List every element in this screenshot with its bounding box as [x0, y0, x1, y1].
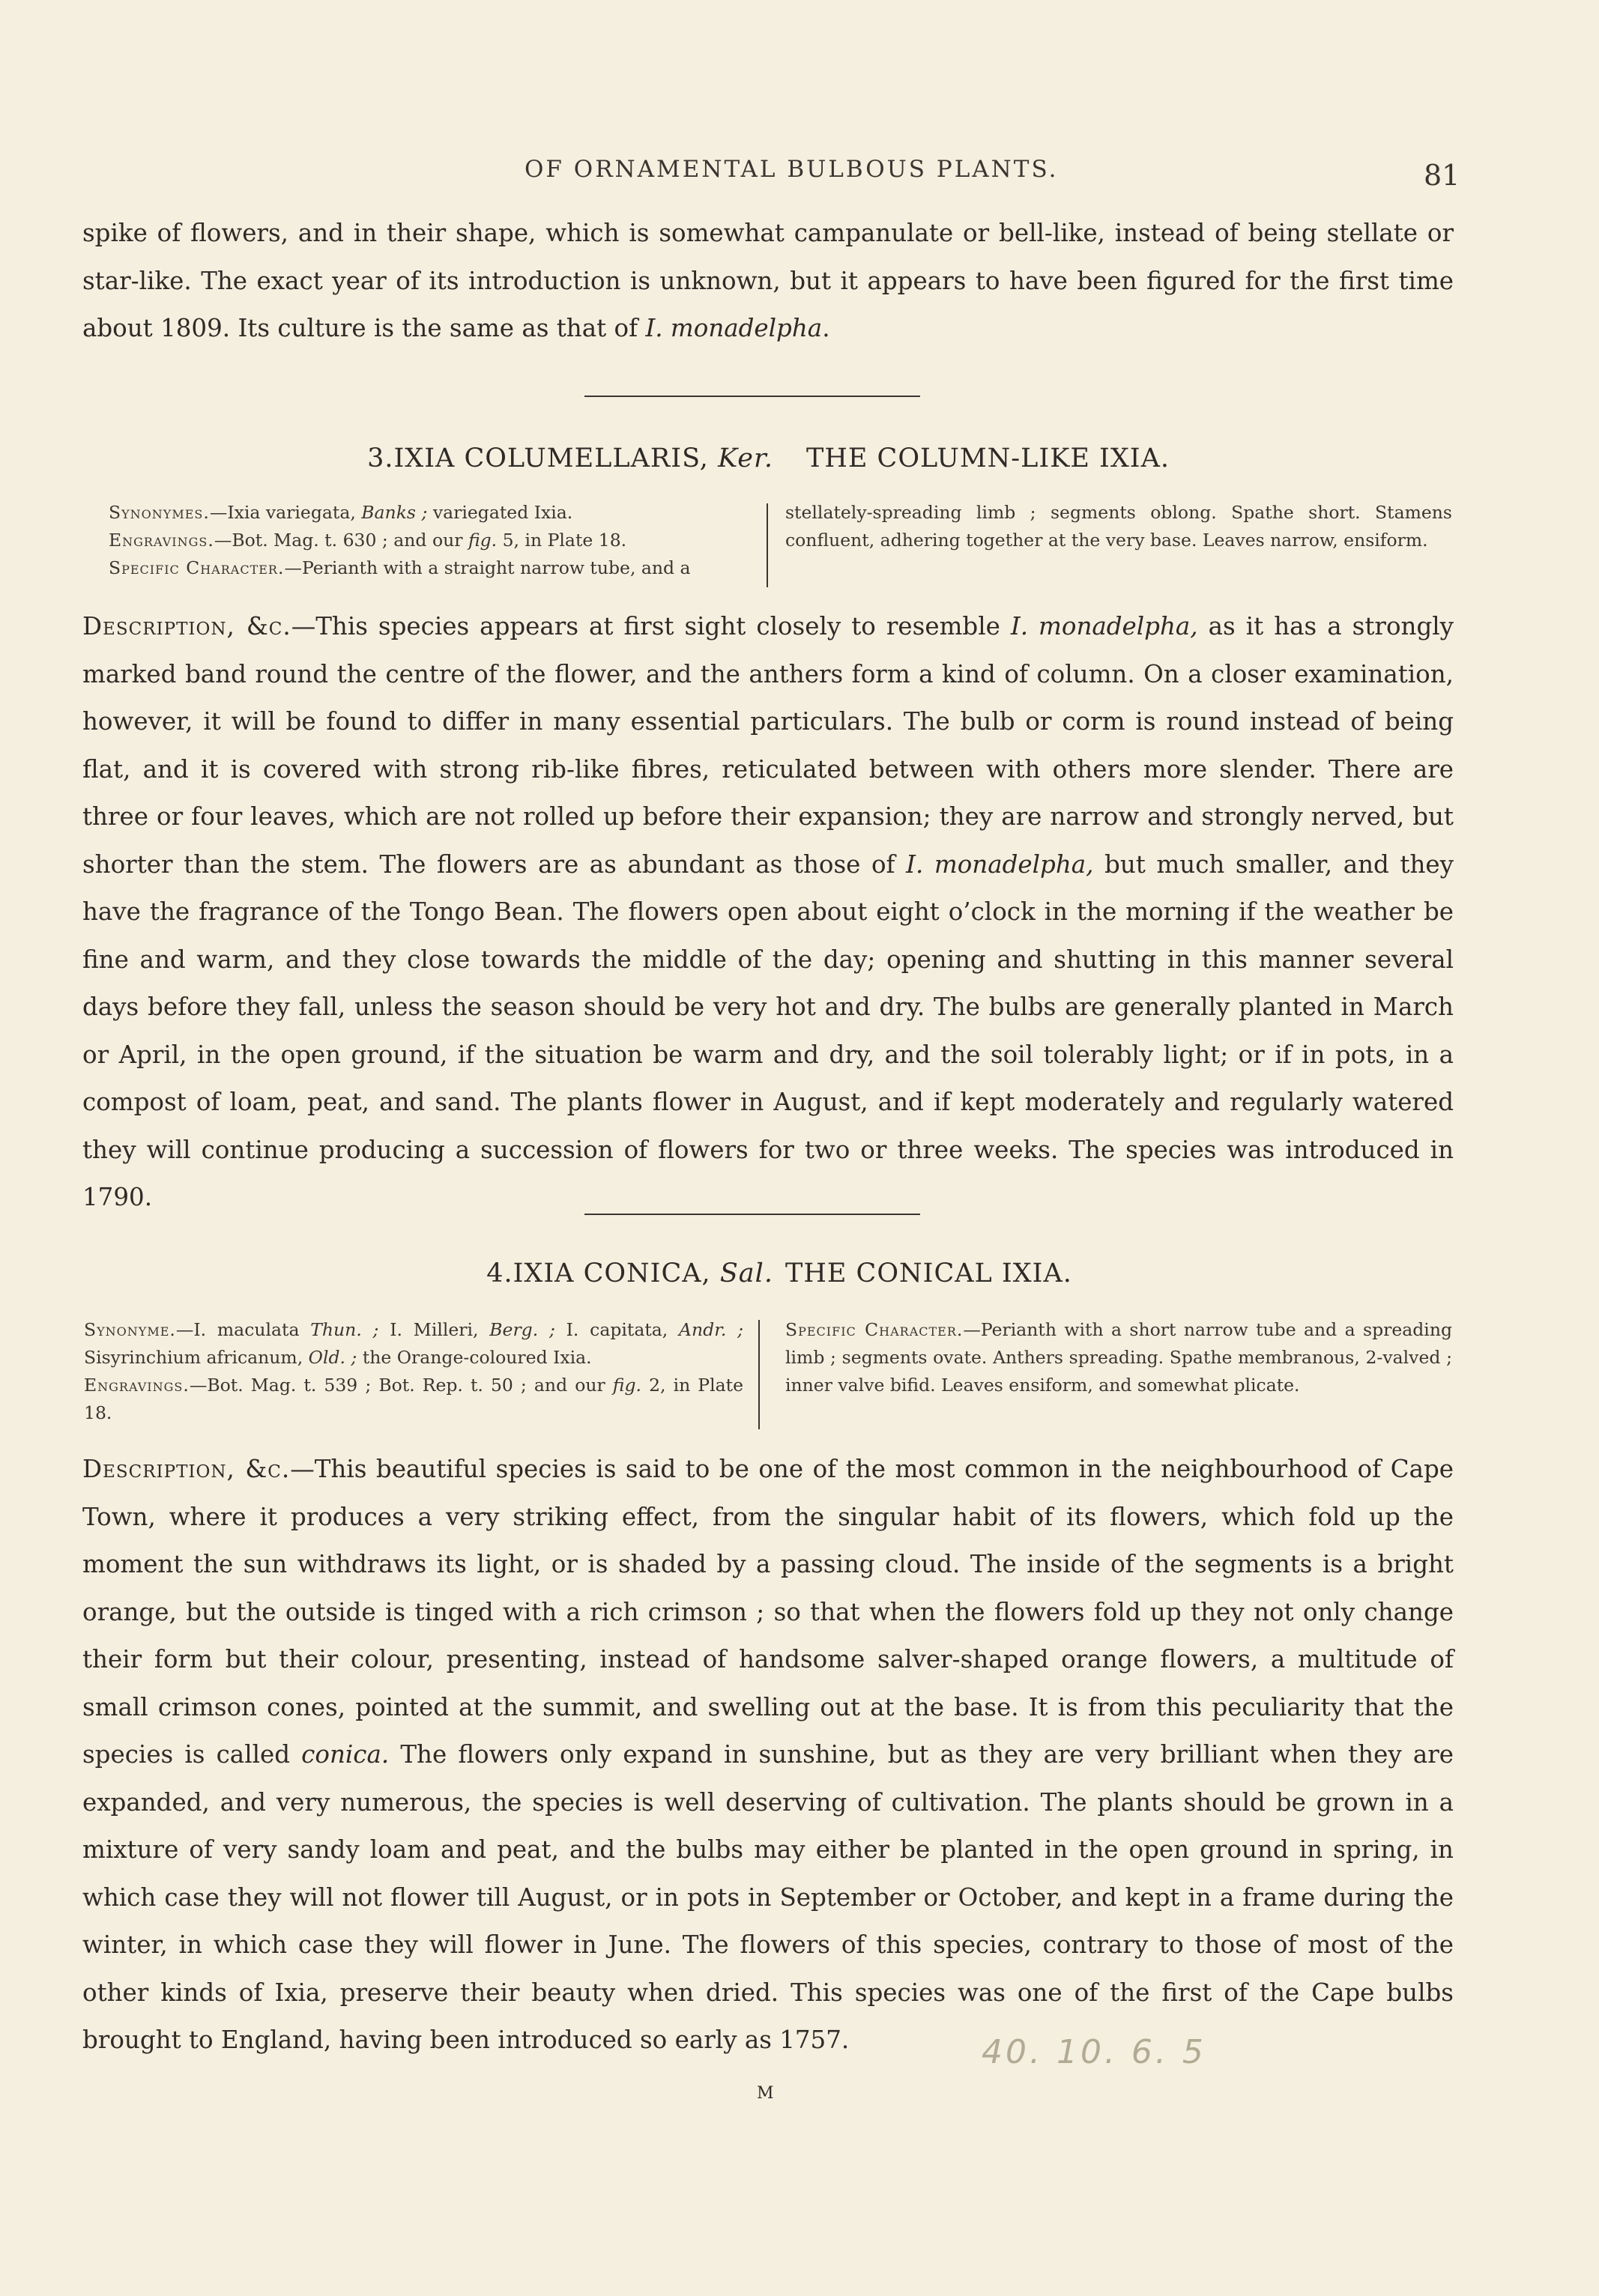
- section-4-notes-left: [84, 1316, 743, 1427]
- intro-paragraph: spike of flowers, and in their shape, which is somewhat campanulate or bell-like, instead of being stellate or star-like. The exact year of its introduction is unknown, but it appears to have been figured for the first time about 1809. Its culture is the same as that of I. monadelpha.: [82, 219, 1454, 342]
- column-divider: [758, 1320, 760, 1429]
- section-4-heading: [0, 1258, 1599, 1296]
- page-number: 81: [1424, 159, 1460, 192]
- column-divider: [767, 503, 768, 587]
- latin-name: 4.IXIA CONICA, Sal.: [486, 1258, 773, 1288]
- synonyms: Synonyme.—I. maculata Thun. ; I. Milleri, Berg. ; I. capitata, Andr. ; Sisyrinchium africanum, Old. ; the Orange-coloured Ixia.: [84, 1319, 744, 1368]
- section-3-notes-right: stellately-spreading limb ; segments oblong. Spathe short. Stamens confluent, adhering together at the very base. Leaves narrow, ensiform.: [785, 502, 1452, 551]
- section-4-description: Description, &c.—This beautiful species is said to be one of the most common in the neighbourhood of Cape Town, where it produces a very striking effect, from the singular habit of its flowers, which fold up the moment the sun withdraws its light, or is shaded by a passing cloud. The inside of the segments is a bright orange, but the outside is tinged with a rich crimson ; so that when the flowers fold up they not only change their form but their colour, presenting, instead of handsome salver-shaped orange flowers, a multitude of small crimson cones, pointed at the summit, and swelling out at the base. It is from this peculiarity that the species is called conica. The flowers only expand in sunshine, but as they are very brilliant when they are expanded, and very numerous, the species is well deserving of cultivation. The plants should be grown in a mixture of very sandy loam and peat, and the bulbs may either be planted in the open ground in spring, in which case they will not flower till August, or in pots in September or October, and kept in a frame during the winter, in which case they will flower in June. The flowers of this species, contrary to those of most of the other kinds of Ixia, preserve their beauty when dried. This species was one of the first of the Cape bulbs brought to England, having been introduced so early as 1757.: [82, 1455, 1454, 2054]
- section-3-heading: [0, 443, 1599, 481]
- section-3-description: Description, &c.—This species appears at first sight closely to resemble I. monadelpha, as it has a strongly marked band round the centre of the flower, and the anthers form a kind of column. On a closer examination, however, it will be found to differ in many essential particulars. The bulb or corm is round instead of being flat, and it is covered with strong rib-like fibres, reticulated between with others more slender. There are three or four leaves, which are not rolled up before their expansion; they are narrow and strongly nerved, but shorter than the stem. The flowers are as abundant as those of I. monadelpha, but much smaller, and they have the fragrance of the Tongo Bean. The flowers open about eight o’clock in the morning if the weather be fine and warm, and they close towards the middle of the day; opening and shutting in this manner several days before they fall, unless the season should be very hot and dry. The bulbs are generally planted in March or April, in the open ground, if the situation be warm and dry, and the soil tolerably light; or if in pots, in a compost of loam, peat, and sand. The plants flower in August, and if kept moderately and regularly watered they will continue producing a succession of flowers for two or three weeks. The species was introduced in 1790.: [82, 612, 1454, 1211]
- pencil-annotation: 40. 10. 6. 5: [982, 2033, 1206, 2071]
- section-3-notes-left: [109, 499, 746, 582]
- section-divider: [584, 396, 920, 397]
- species-reference: I. monadelpha: [645, 314, 823, 342]
- common-name: THE COLUMN-LIKE IXIA.: [806, 443, 1170, 473]
- engravings: Engravings.—Bot. Mag. t. 630 ; and our fig. 5, in Plate 18.: [109, 530, 627, 551]
- authority: Ker.: [718, 443, 773, 473]
- engravings: Engravings.—Bot. Mag. t. 539 ; Bot. Rep. t. 50 ; and our fig. 2, in Plate 18.: [84, 1375, 743, 1423]
- synonyms: Synonymes.—Ixia variegata, Banks ; variegated Ixia.: [109, 502, 573, 523]
- authority: Sal.: [719, 1258, 773, 1288]
- section-4-notes-right: Specific Character.—Perianth with a short narrow tube and a spreading limb ; segments ovate. Anthers spreading. Spathe membranous, 2-valved ; inner valve bifid. Leaves ensiform, and somewhat plicate.: [785, 1319, 1452, 1396]
- specific-character: Specific Character.—Perianth with a straight narrow tube, and a: [109, 557, 691, 578]
- latin-name: 3.IXIA COLUMELLARIS, Ker.: [367, 443, 773, 473]
- common-name: THE CONICAL IXIA.: [785, 1258, 1072, 1288]
- signature-mark: M: [757, 2084, 774, 2103]
- section-divider: [584, 1214, 920, 1215]
- running-title: OF ORNAMENTAL BULBOUS PLANTS.: [525, 156, 1059, 183]
